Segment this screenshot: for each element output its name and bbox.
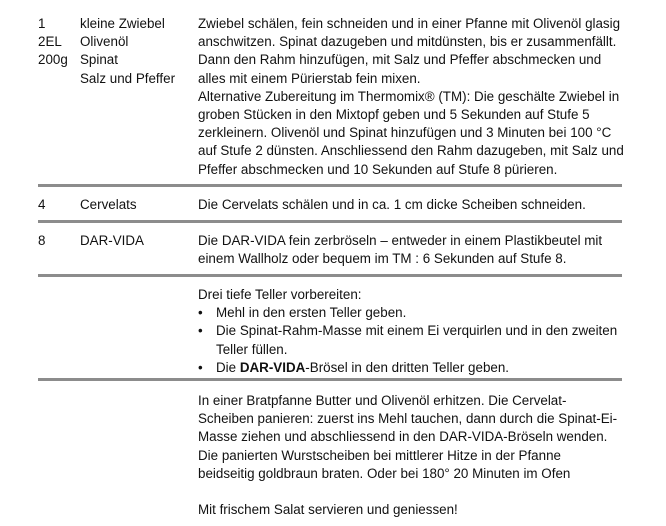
instruction-line: zerkleinern. Olivenöl und Spinat hinzufügen und 3 Minuten bei 100 °C: [198, 125, 612, 141]
section-divider: [38, 274, 622, 277]
section-divider: [38, 184, 622, 187]
ingredient: Olivenöl: [80, 34, 129, 50]
instruction-line: Die Cervelats schälen und in ca. 1 cm dicke Scheiben schneiden.: [198, 197, 586, 212]
instruction-line: Scheiben panieren: zuerst ins Mehl tauchen, dann durch die Spinat-Ei-: [198, 411, 618, 427]
instruction-text: [198, 286, 630, 377]
list-item: [198, 359, 630, 377]
instruction-line: Dann den Rahm hinzufügen, mit Salz und Pfeffer abschmecken und: [198, 52, 602, 68]
section-divider: [38, 378, 622, 381]
instruction-text: [198, 232, 630, 268]
quantity: 8: [38, 233, 46, 248]
step-text-prefix: Die: [216, 359, 240, 375]
bullet-icon: •: [198, 323, 203, 339]
section-divider: [38, 220, 622, 223]
list-item: [198, 322, 630, 358]
ingredient: kleine Zwiebel: [80, 16, 165, 31]
ingredient: Salz und Pfeffer: [80, 70, 176, 86]
instruction-line: alles mit einem Pürierstab fein mixen.: [198, 70, 421, 86]
instruction-text: [198, 392, 630, 519]
step-text: Die Spinat-Rahm-Masse mit einem Ei verquirlen und in den zweiten: [216, 323, 618, 339]
instruction-line: In einer Bratpfanne Butter und Olivenöl erhitzen. Die Cervelat-: [198, 393, 567, 408]
instruction-line: Pfeffer abschmecken und 10 Sekunden auf Stufe 8 pürieren.: [198, 161, 558, 177]
quantity: 4: [38, 197, 46, 212]
step-text: Teller füllen.: [216, 341, 288, 357]
spacer: [198, 483, 630, 501]
instruction-line: Die DAR-VIDA fein zerbröseln – entweder in einem Plastikbeutel mit: [198, 233, 603, 248]
instruction-line: auf Stufe 2 dünsten. Anschliessend den Rahm dazugeben, mit Salz und: [198, 143, 624, 159]
instruction-line: beidseitig goldbraun braten. Oder bei 180° 20 Minuten im Ofen: [198, 465, 571, 481]
bullet-icon: •: [198, 359, 203, 375]
step-list: [198, 304, 630, 377]
step-text-suffix: -Brösel in den dritten Teller geben.: [305, 359, 510, 375]
instruction-text: [198, 196, 630, 214]
ingredient: Cervelats: [80, 197, 137, 212]
quantity: 2EL: [38, 34, 62, 50]
ingredient-column: [80, 15, 175, 88]
instruction-line: groben Stücken in den Mixtopf geben und 5 Sekunden auf Stufe 5: [198, 107, 590, 123]
instruction-line: Alternative Zubereitung im Thermomix® (TM): Die geschälte Zwiebel in: [198, 88, 620, 104]
ingredient: DAR-VIDA: [80, 233, 144, 248]
instruction-line: Die panierten Wurstscheiben bei mittlerer Hitze in der Pfanne: [198, 447, 561, 463]
quantity: 200g: [38, 52, 68, 68]
instruction-line: Masse ziehen und abschliessend in den DAR-VIDA-Bröseln wenden.: [198, 429, 608, 445]
step-text: Mehl in den ersten Teller geben.: [216, 305, 407, 321]
instruction-line: Drei tiefe Teller vorbereiten:: [198, 287, 362, 302]
closing-line: Mit frischem Salat servieren und geniessen!: [198, 502, 458, 518]
ingredient: Spinat: [80, 52, 118, 68]
step-text: [216, 359, 630, 377]
quantity: 1: [38, 16, 46, 31]
bullet-icon: •: [198, 305, 203, 321]
instruction-text: [198, 15, 630, 179]
instruction-line: anschwitzen. Spinat dazugeben und mitdünsten, bis er zusammenfällt.: [198, 34, 617, 50]
list-item: [198, 304, 630, 322]
product-name: DAR-VIDA: [239, 359, 306, 375]
instruction-line: einem Wallholz oder bequem im TM : 6 Sekunden auf Stufe 8.: [198, 251, 567, 267]
instruction-line: Zwiebel schälen, fein schneiden und in einer Pfanne mit Olivenöl glasig: [198, 16, 621, 31]
quantity-column: [38, 15, 68, 70]
